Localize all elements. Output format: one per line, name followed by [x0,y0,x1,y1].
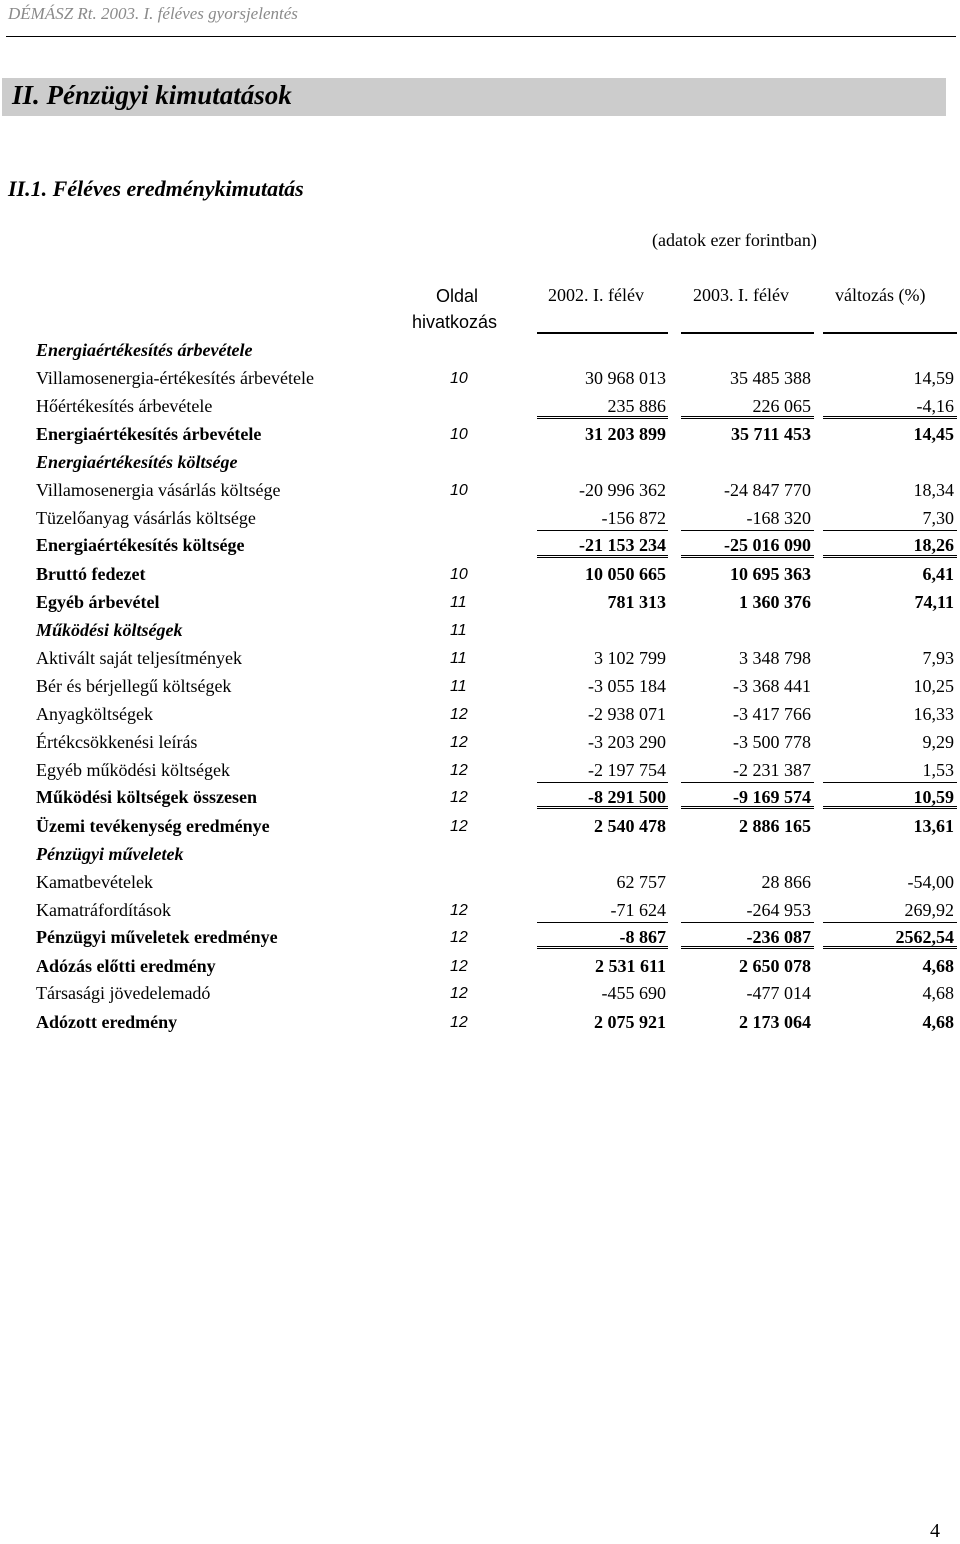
subtotal-rule [823,782,957,783]
row-value-change: 4,68 [922,983,954,1003]
subtotal-rule [681,416,814,419]
table-row [0,531,960,559]
row-value-change: 14,59 [913,368,954,388]
row-value-2003: -3 500 778 [733,732,811,752]
row-value-2002: 2 531 611 [594,956,666,976]
row-value-change: 10,25 [913,676,954,696]
column-header-ref: Oldal [436,286,479,306]
table-row [0,952,960,980]
row-value-2002: -2 197 754 [588,760,666,780]
column-rule-2002 [537,332,668,334]
row-value-2002: 781 313 [607,592,666,612]
row-ref: 11 [450,622,467,639]
subtotal-rule [823,416,957,419]
row-value-change: 10,59 [913,787,954,807]
row-value-2003: -9 169 574 [733,787,811,807]
row-value-change: 18,34 [913,480,954,500]
row-label: Társasági jövedelemadó [36,983,211,1003]
row-label: Energiaértékesítés árbevétele [36,424,262,444]
table-row [0,364,960,392]
row-value-change: -54,00 [907,872,954,892]
row-value-2003: -3 368 441 [733,676,811,696]
row-label: Egyéb működési költségek [36,760,230,780]
row-value-2003: -25 016 090 [724,535,811,555]
running-header-title: DÉMÁSZ Rt. 2003. I. féléves gyorsjelentés [8,4,298,23]
row-value-2002: 235 886 [607,396,666,416]
row-value-2002: -8 867 [619,927,666,947]
table-row [0,868,960,896]
row-label: Pénzügyi műveletek eredménye [36,927,278,947]
subtotal-rule [537,782,668,783]
row-label: Működési költségek [36,620,183,640]
row-value-2003: 1 360 376 [739,592,811,612]
row-value-2003: -2 231 387 [733,760,811,780]
row-value-2002: -455 690 [601,983,666,1003]
table-row [0,420,960,448]
row-ref: 12 [450,706,468,723]
row-label: Adózott eredmény [36,1012,178,1032]
row-value-2003: 226 065 [752,396,811,416]
row-ref: 11 [450,650,467,667]
total-rule [537,555,668,558]
row-label: Pénzügyi műveletek [36,844,184,864]
row-value-2002: 31 203 899 [585,424,666,444]
row-value-2003: -24 847 770 [724,480,811,500]
table-row [0,783,960,811]
row-value-2003: -477 014 [746,983,811,1003]
total-rule [537,946,668,949]
row-ref: 12 [450,762,468,779]
row-label: Üzemi tevékenység eredménye [36,816,270,836]
row-label: Adózás előtti eredmény [36,956,216,976]
header-divider [6,36,956,37]
row-label: Működési költségek összesen [36,787,258,807]
row-value-2002: 3 102 799 [594,648,666,668]
row-value-change: 74,11 [914,592,954,612]
row-ref: 12 [450,958,468,975]
row-value-2002: 30 968 013 [585,368,666,388]
column-header-ref-line2: hivatkozás [412,312,498,332]
row-ref: 11 [450,678,467,695]
total-rule [823,555,957,558]
row-value-2002: -3 055 184 [588,676,666,696]
row-ref: 12 [450,789,468,806]
row-ref: 11 [450,594,467,611]
row-value-change: 269,92 [904,900,954,920]
row-value-2002: -156 872 [601,508,666,528]
row-label: Aktivált saját teljesítmények [36,648,242,668]
row-value-2002: 2 075 921 [594,1012,666,1032]
row-label: Bruttó fedezet [36,564,146,584]
subtotal-rule [681,922,814,923]
row-value-2002: 62 757 [616,872,666,892]
row-value-2003: -236 087 [746,927,811,947]
row-value-2003: 2 650 078 [739,956,811,976]
row-ref: 12 [450,985,468,1002]
row-value-change: 6,41 [922,564,954,584]
subsection-title: II.1. Féléves eredménykimutatás [8,176,304,201]
row-value-change: -4,16 [916,396,954,416]
total-rule [823,806,957,809]
row-label: Értékcsökkenési leírás [36,732,198,752]
row-value-change: 4,68 [922,1012,954,1032]
row-value-change: 9,29 [922,732,954,752]
table-row [0,700,960,728]
table-row [0,392,960,420]
row-ref: 12 [450,929,468,946]
table-row [0,504,960,532]
row-ref: 10 [450,482,468,499]
subtotal-rule [537,922,668,923]
row-value-change: 1,53 [922,760,954,780]
row-ref: 12 [450,818,468,835]
subtotal-rule [823,922,957,923]
table-row [0,756,960,784]
table-row [0,476,960,504]
row-value-change: 13,61 [913,816,954,836]
total-rule [681,555,814,558]
column-header-2002: 2002. I. félév [548,285,644,305]
row-label: Villamosenergia-értékesítés árbevétele [36,368,314,388]
row-value-2002: 2 540 478 [594,816,666,836]
row-label: Energiaértékesítés költsége [36,535,245,555]
column-header-change: változás (%) [835,285,926,305]
row-value-2002: -71 624 [610,900,666,920]
row-ref: 10 [450,426,468,443]
table-row [0,672,960,700]
row-label: Hőértékesítés árbevétele [36,396,213,416]
row-label: Energiaértékesítés árbevétele [36,340,253,360]
row-value-2003: 35 711 453 [730,424,811,444]
table-row [0,979,960,1007]
section-banner [2,78,946,116]
row-value-2003: 10 695 363 [730,564,811,584]
table-row [0,560,960,588]
table-row [0,1008,960,1036]
row-value-2002: 10 050 665 [585,564,666,584]
row-value-2003: -168 320 [746,508,811,528]
row-ref: 12 [450,902,468,919]
row-value-2003: 35 485 388 [730,368,811,388]
subtotal-rule [823,530,957,531]
unit-note: (adatok ezer forintban) [652,230,817,250]
row-label: Kamatráfordítások [36,900,171,920]
total-rule [681,806,814,809]
row-value-2002: -8 291 500 [588,787,666,807]
row-value-2002: -20 996 362 [579,480,666,500]
column-header-2003: 2003. I. félév [693,285,789,305]
row-value-change: 7,93 [922,648,954,668]
row-value-change: 18,26 [913,535,954,555]
column-rule-change [823,332,957,334]
row-value-change: 2562,54 [895,927,954,947]
subtotal-rule [681,782,814,783]
section-title: II. Pénzügyi kimutatások [12,80,292,110]
row-label: Kamatbevételek [36,872,153,892]
row-value-2002: -3 203 290 [588,732,666,752]
table-row [0,840,960,868]
subtotal-rule [537,530,668,531]
row-label: Villamosenergia vásárlás költsége [36,480,281,500]
row-value-change: 14,45 [913,424,954,444]
total-rule [823,946,957,949]
row-label: Energiaértékesítés költsége [36,452,238,472]
table-row [0,448,960,476]
row-label: Tüzelőanyag vásárlás költsége [36,508,256,528]
total-rule [681,946,814,949]
row-value-2003: 3 348 798 [739,648,811,668]
row-label: Egyéb árbevétel [36,592,160,612]
row-value-change: 16,33 [913,704,954,724]
table-row [0,588,960,616]
row-ref: 12 [450,734,468,751]
row-label: Anyagköltségek [36,704,153,724]
row-label: Bér és bérjellegű költségek [36,676,232,696]
row-value-2003: 28 866 [761,872,811,892]
table-row [0,896,960,924]
row-value-2002: -21 153 234 [579,535,666,555]
table-row [0,336,960,364]
row-value-change: 4,68 [922,956,954,976]
total-rule [537,806,668,809]
row-value-2002: -2 938 071 [588,704,666,724]
row-value-2003: 2 886 165 [739,816,811,836]
table-row [0,644,960,672]
table-row [0,812,960,840]
subtotal-rule [537,416,668,419]
column-rule-2003 [681,332,814,334]
row-ref: 10 [450,370,468,387]
table-row [0,923,960,951]
table-row [0,728,960,756]
subtotal-rule [681,530,814,531]
row-value-2003: -3 417 766 [733,704,811,724]
page-number: 4 [930,1520,940,1542]
row-ref: 12 [450,1014,468,1031]
row-value-change: 7,30 [922,508,954,528]
table-row [0,616,960,644]
row-ref: 10 [450,566,468,583]
row-value-2003: 2 173 064 [739,1012,811,1032]
row-value-2003: -264 953 [746,900,811,920]
